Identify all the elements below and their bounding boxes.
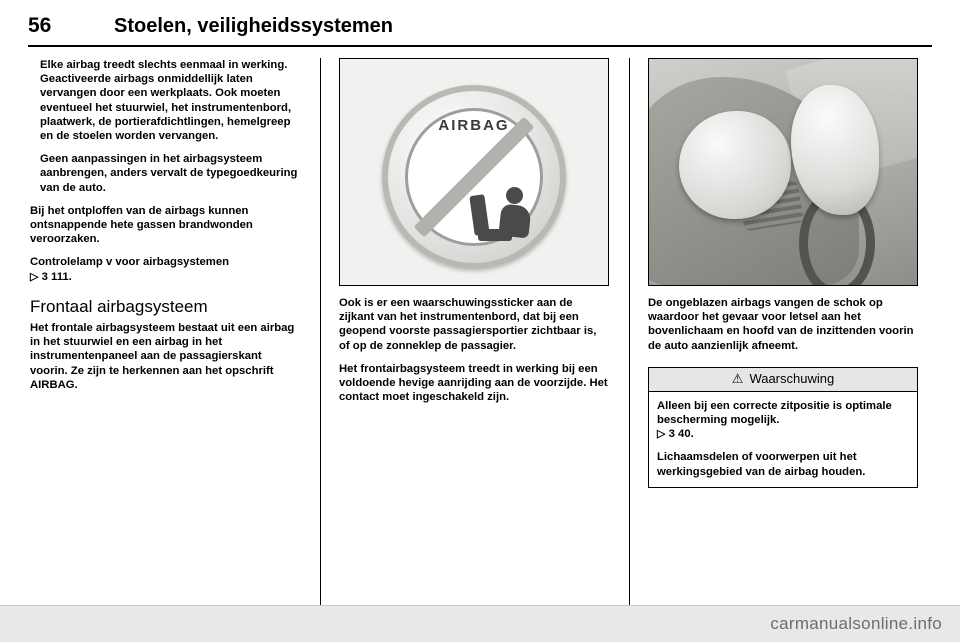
column-divider-2 [629, 58, 630, 606]
column1-paragraph-1: Elke airbag treedt slechts eenmaal in werking. Geactiveerde airbags onmiddellijk laten vervangen door een werkplaats. Ook moeten eventueel het stuurwiel, het instrumentenbord, plaatwerk, de portierafdichtlingen, hemelgreep en de stoelen worden vervangen. [40, 59, 292, 143]
warning-box-body [648, 391, 918, 488]
text-column-2 [339, 58, 609, 413]
cross-reference-icon: ▷ [30, 270, 39, 283]
header-divider [28, 45, 932, 47]
watermark-text: carmanualsonline.info [770, 614, 942, 633]
chapter-title: Stoelen, veiligheidssystemen [114, 15, 393, 37]
warning-paragraph-1 [657, 399, 909, 442]
warning-cross-reference-icon: ▷ [657, 428, 666, 441]
column1-paragraph-3: Bij het ontploffen van de airbags kunnen ontsnappende hete gassen brandwonden veroorzaken. [30, 204, 253, 246]
text-column-3 [648, 58, 918, 488]
column3-paragraph-1: De ongeblazen airbags vangen de schok op waardoor het gevaar voor letsel aan het bovenlichaam en hoofd van de inzittenden voorin de auto aanzienlijk afneemt. [648, 297, 914, 352]
sticker-outer-ring [382, 85, 566, 269]
text-column-1 [30, 58, 300, 401]
warning-triangle-icon: ⚠ [731, 371, 744, 387]
column1-reference: 3 111. [41, 270, 72, 283]
column1-paragraph-4 [30, 255, 300, 283]
warning-reference: 3 40. [668, 428, 694, 441]
warning-title: Waarschuwing [749, 371, 835, 387]
section-heading: Frontaal airbagsysteem [30, 296, 208, 316]
driver-airbag-shape [679, 111, 791, 219]
column1-paragraph-5: Het frontale airbagsysteem bestaat uit een airbag in het stuurwiel en een airbag in het instrumentenpaneel aan de passagierskant voorin. Ze zijn te herkennen aan het opschrift AIRBAG. [30, 322, 295, 391]
warning-box-header [648, 367, 918, 391]
warning-paragraph-2: Lichaamsdelen of voorwerpen uit het werkingsgebied van de airbag houden. [657, 451, 866, 478]
child-head-icon [506, 187, 523, 204]
page-number: 56 [28, 14, 52, 37]
warning-text-1: Alleen bij een correcte zitpositie is optimale bescherming mogelijk. [657, 399, 892, 427]
column2-paragraph-2: Het frontairbagsysteem treedt in werking bij een voldoende hevige aanrijding aan de voorzijde. Het contact moet ingeschakeld zijn. [339, 362, 608, 404]
page-header [28, 14, 932, 38]
airbag-prohibition-sticker-image [339, 58, 609, 286]
control-lamp-text: Controlelamp v voor airbagsystemen [30, 256, 230, 269]
deployed-airbags-image [648, 58, 918, 286]
column1-paragraph-2: Geen aanpassingen in het airbagsysteem aanbrengen, anders vervalt de typegoedkeuring van de auto. [40, 153, 298, 194]
column-divider-1 [320, 58, 321, 606]
sticker-label-text: AIRBAG [438, 116, 510, 134]
column2-paragraph-1: Ook is er een waarschuwingssticker aan de zijkant van het instrumentenbord, dat bij een geopend voorste passagiersportier zichtbaar is, of op de zonneklep de passagier. [339, 297, 597, 352]
